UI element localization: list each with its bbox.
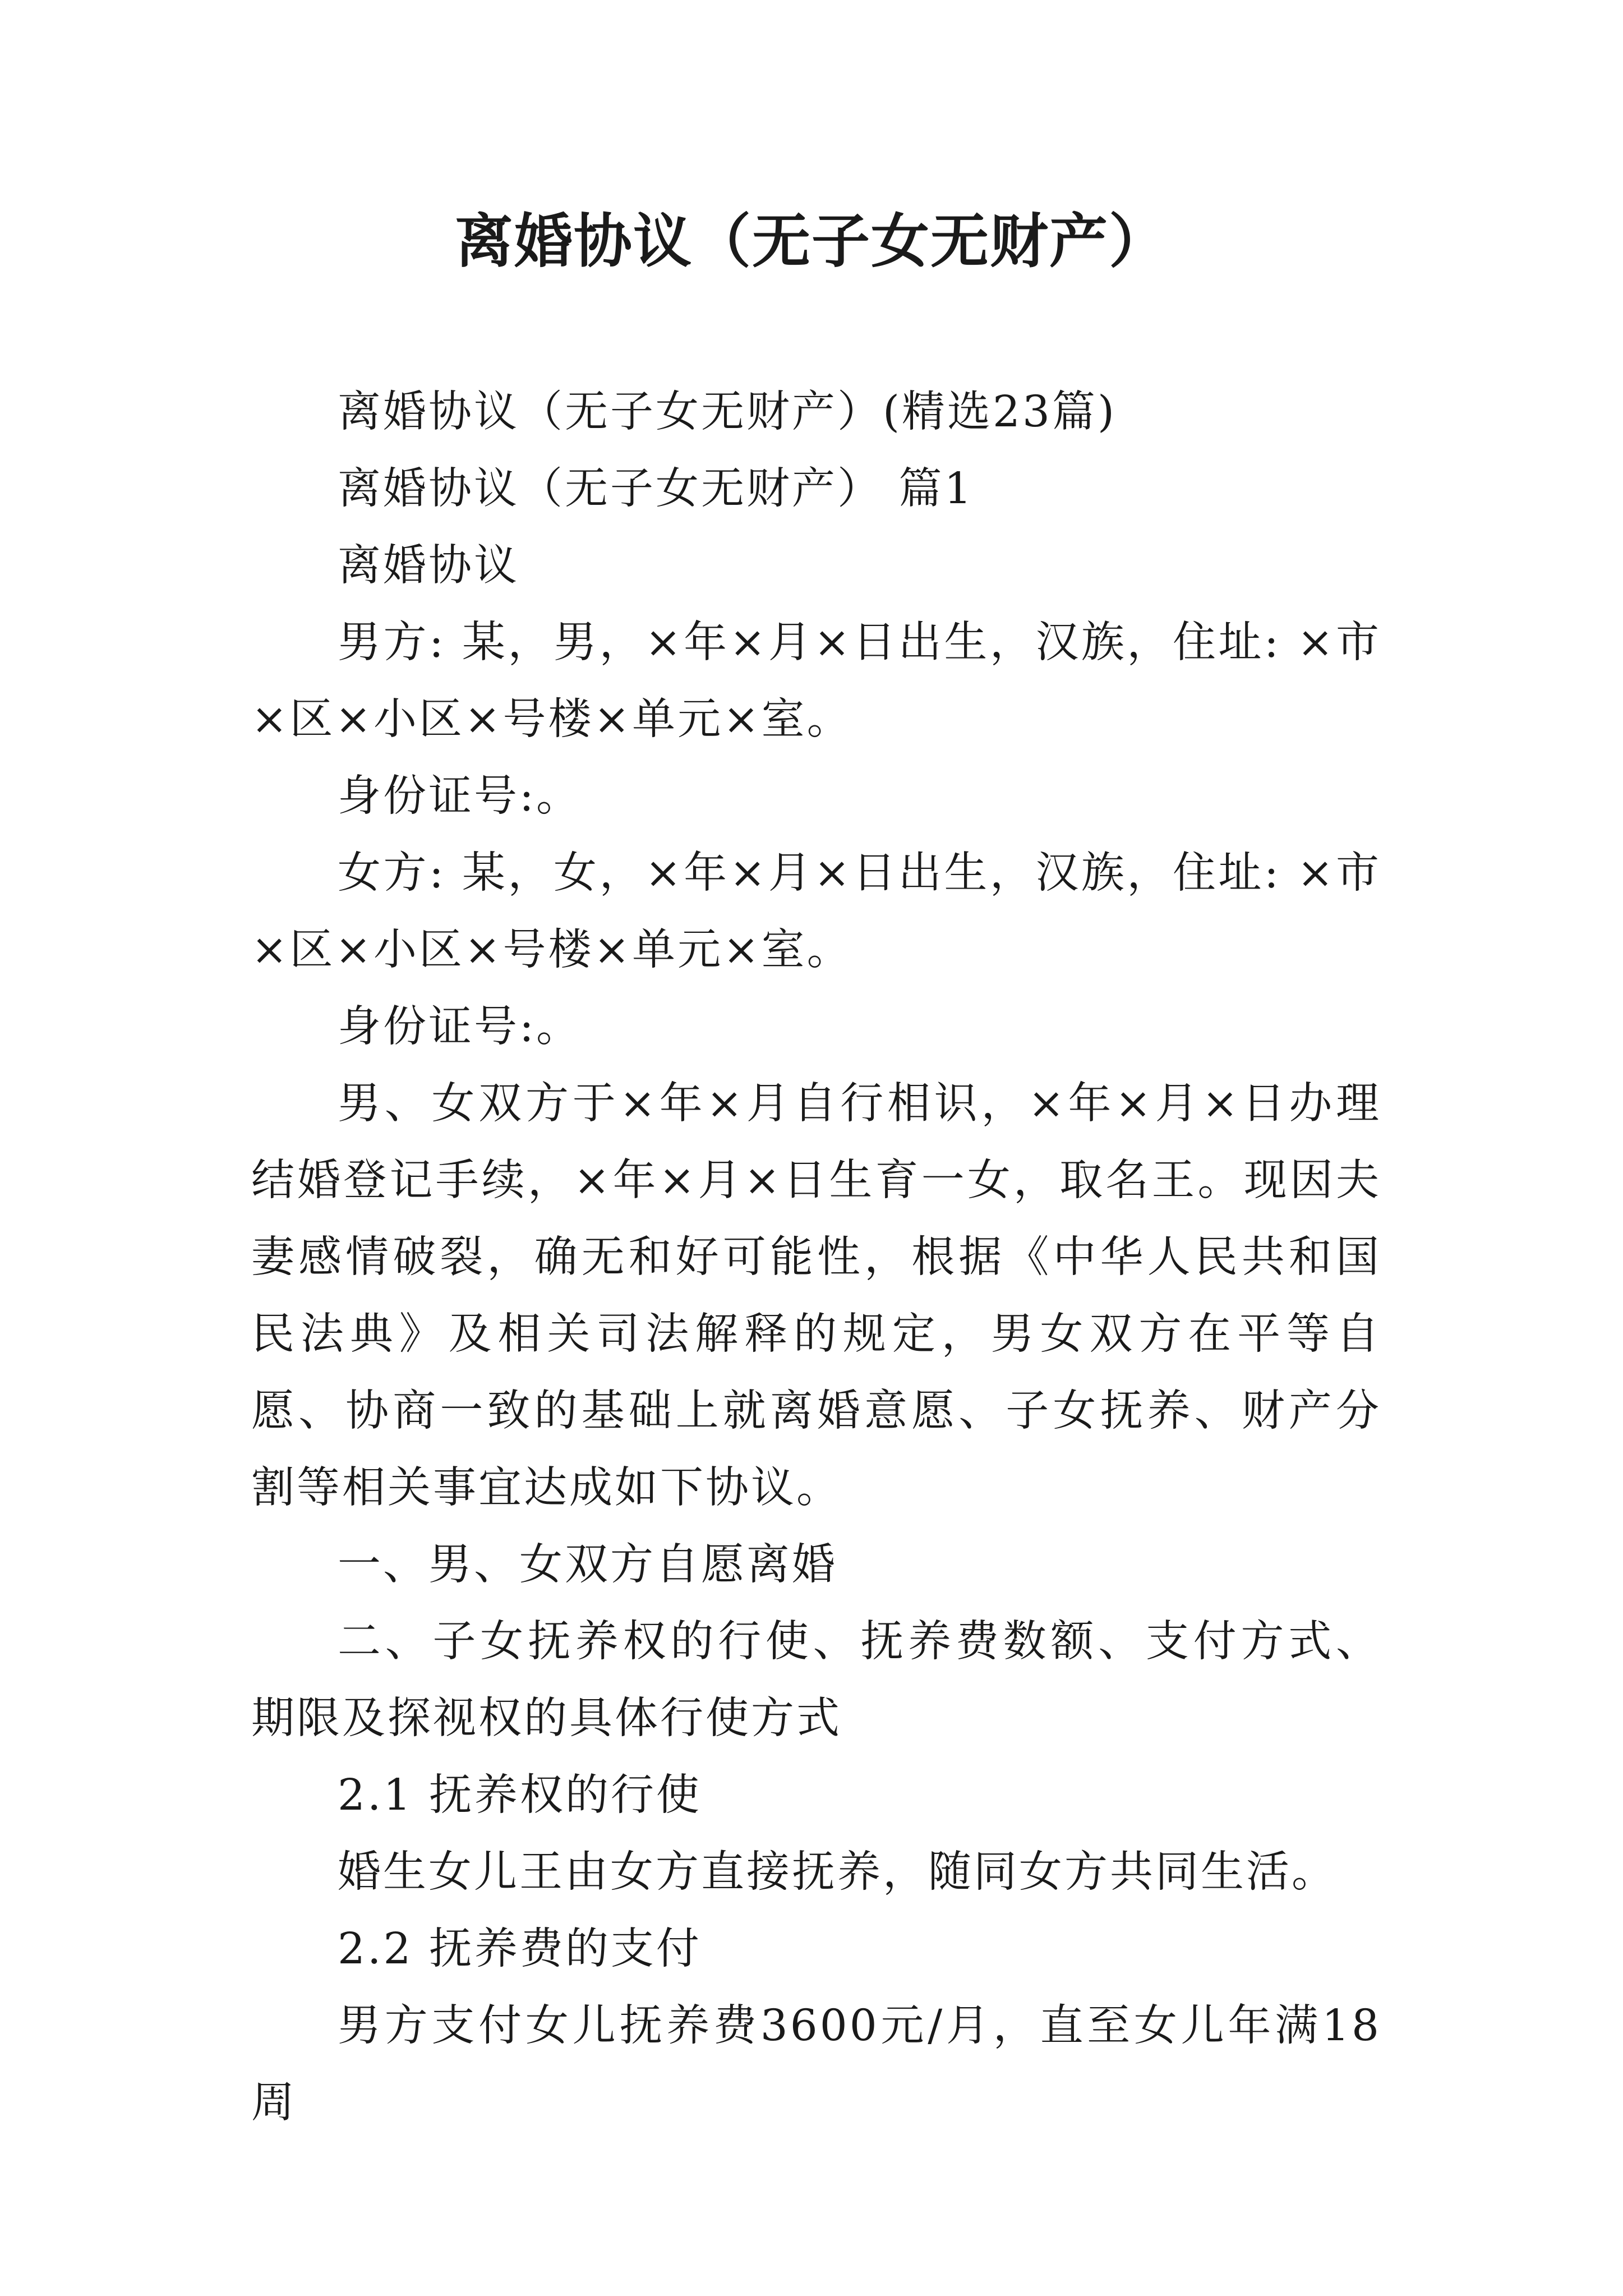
paragraph-clause-2-1-text: 婚生女儿王由女方直接抚养，随同女方共同生活。 bbox=[338, 1847, 1337, 1897]
paragraph-agreement-heading: 离婚协议 bbox=[338, 541, 519, 591]
document-title: 离婚协议（无子女无财产） bbox=[454, 206, 1168, 275]
paragraph-clause-1: 一、男、女双方自愿离婚 bbox=[338, 1540, 837, 1590]
paragraph-background: 男、女双方于×年×月自行相识，×年×月×日办理结婚登记手续，×年×月×日生育一女，取名王。现因夫妻感情破裂，确无和好可能性，根据《中华人民共和国民法典》及相关司法解释的规定，男女双方在平等自愿、协商一致的基础上就离婚意愿、子女抚养、财产分割等相关事宜达成如下协议。 bbox=[251, 1079, 1381, 1513]
paragraph-clause-2: 二、子女抚养权的行使、抚养费数额、支付方式、期限及探视权的具体行使方式 bbox=[251, 1617, 1381, 1743]
paragraph-section-heading: 离婚协议（无子女无财产） 篇1 bbox=[338, 464, 974, 514]
paragraph-male-id: 身份证号:。 bbox=[338, 771, 582, 821]
paragraph-female-id: 身份证号:。 bbox=[338, 1002, 582, 1052]
paragraph-female-party: 女方: 某，女，×年×月×日出生，汉族，住址: ×市×区×小区×号楼×单元×室。 bbox=[251, 848, 1381, 975]
document-body bbox=[251, 374, 1381, 2141]
paragraph-clause-2-2-heading: 2.2 抚养费的支付 bbox=[338, 1924, 702, 1974]
paragraph-subtitle: 离婚协议（无子女无财产）(精选23篇) bbox=[338, 387, 1117, 437]
paragraph-clause-2-2-text: 男方支付女儿抚养费3600元/月，直至女儿年满18周 bbox=[251, 2001, 1381, 2128]
paragraph-clause-2-1-heading: 2.1 抚养权的行使 bbox=[338, 1770, 702, 1820]
paragraph-male-party: 男方: 某，男，×年×月×日出生，汉族，住址: ×市×区×小区×号楼×单元×室。 bbox=[251, 618, 1381, 744]
